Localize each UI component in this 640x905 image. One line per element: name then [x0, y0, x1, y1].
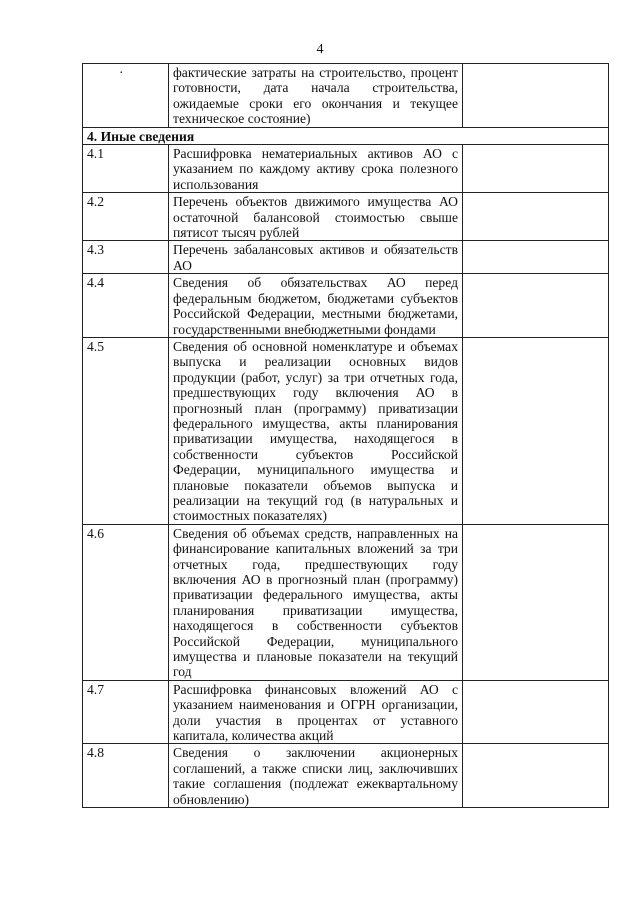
row-extra-cell: [463, 193, 609, 241]
table-row: [83, 744, 609, 808]
row-extra-cell: [463, 744, 609, 808]
row-extra-cell: [463, 680, 609, 744]
row-extra-cell: [463, 64, 609, 128]
table-row: [83, 680, 609, 744]
row-number-cell: [83, 64, 169, 128]
row-number: 4.7: [83, 680, 169, 744]
row-number: 4.6: [83, 524, 169, 680]
row-number: 4.8: [83, 744, 169, 808]
row-extra-cell: [463, 145, 609, 193]
row-description: Расшифровка нематериальных активов АО с указанием по каждому активу срока полезного использования: [169, 145, 463, 193]
row-number: 4.3: [83, 241, 169, 274]
table-row: [83, 524, 609, 680]
table-row: [83, 274, 609, 338]
row-description: Перечень объектов движимого имущества АО остаточной балансовой стоимостью свыше пятисот тысяч рублей: [169, 193, 463, 241]
row-number: 4.5: [83, 337, 169, 524]
row-description: Сведения об основной номенклатуре и объемах выпуска и реализации основных видов продукции (работ, услуг) за три отчетных года, предшествующих году включения АО в прогнозный план (программу) приватизации федерального имущества, акты планирования приватизации имущества, находящегося в собственности субъектов Российской Федерации, муниципального имущества и плановые показатели объемов выпуска и реализации на текущий год (в натуральных и стоимостных показателях): [169, 337, 463, 524]
stray-mark: ·: [119, 65, 124, 80]
row-extra-cell: [463, 524, 609, 680]
section-title: 4. Иные сведения: [83, 127, 609, 144]
row-description: Перечень забалансовых активов и обязательств АО: [169, 241, 463, 274]
row-description: Расшифровка финансовых вложений АО с указанием наименования и ОГРН организации, доли участия в процентах от уставного капитала, количества акций: [169, 680, 463, 744]
table-row: [83, 145, 609, 193]
table-row: [83, 193, 609, 241]
table-row: [83, 337, 609, 524]
row-description: Сведения о заключении акционерных соглашений, а также списки лиц, заключивших такие соглашения (подлежат ежеквартальному обновлению): [169, 744, 463, 808]
section-row: [83, 127, 609, 144]
table-row: [83, 241, 609, 274]
row-description: Сведения об обязательствах АО перед федеральным бюджетом, бюджетами субъектов Российской Федерации, местными бюджетами, государственными внебюджетными фондами: [169, 274, 463, 338]
row-extra-cell: [463, 337, 609, 524]
page-number: 4: [316, 42, 324, 57]
table-row: [83, 64, 609, 128]
row-number: 4.2: [83, 193, 169, 241]
requirements-table: [82, 63, 609, 808]
row-description: Сведения об объемах средств, направленных на финансирование капитальных вложений за три отчетных года, предшествующих году включения АО в прогнозный план (программу) приватизации федерального имущества, акты планирования приватизации имущества, находящегося в собственности субъектов Российской Федерации, муниципального имущества и плановые показатели на текущий год: [169, 524, 463, 680]
row-description: фактические затраты на строительство, процент готовности, дата начала строительства, ожидаемые сроки его окончания и текущее техническое состояние): [169, 64, 463, 128]
row-number: 4.4: [83, 274, 169, 338]
row-extra-cell: [463, 241, 609, 274]
row-extra-cell: [463, 274, 609, 338]
row-number: 4.1: [83, 145, 169, 193]
